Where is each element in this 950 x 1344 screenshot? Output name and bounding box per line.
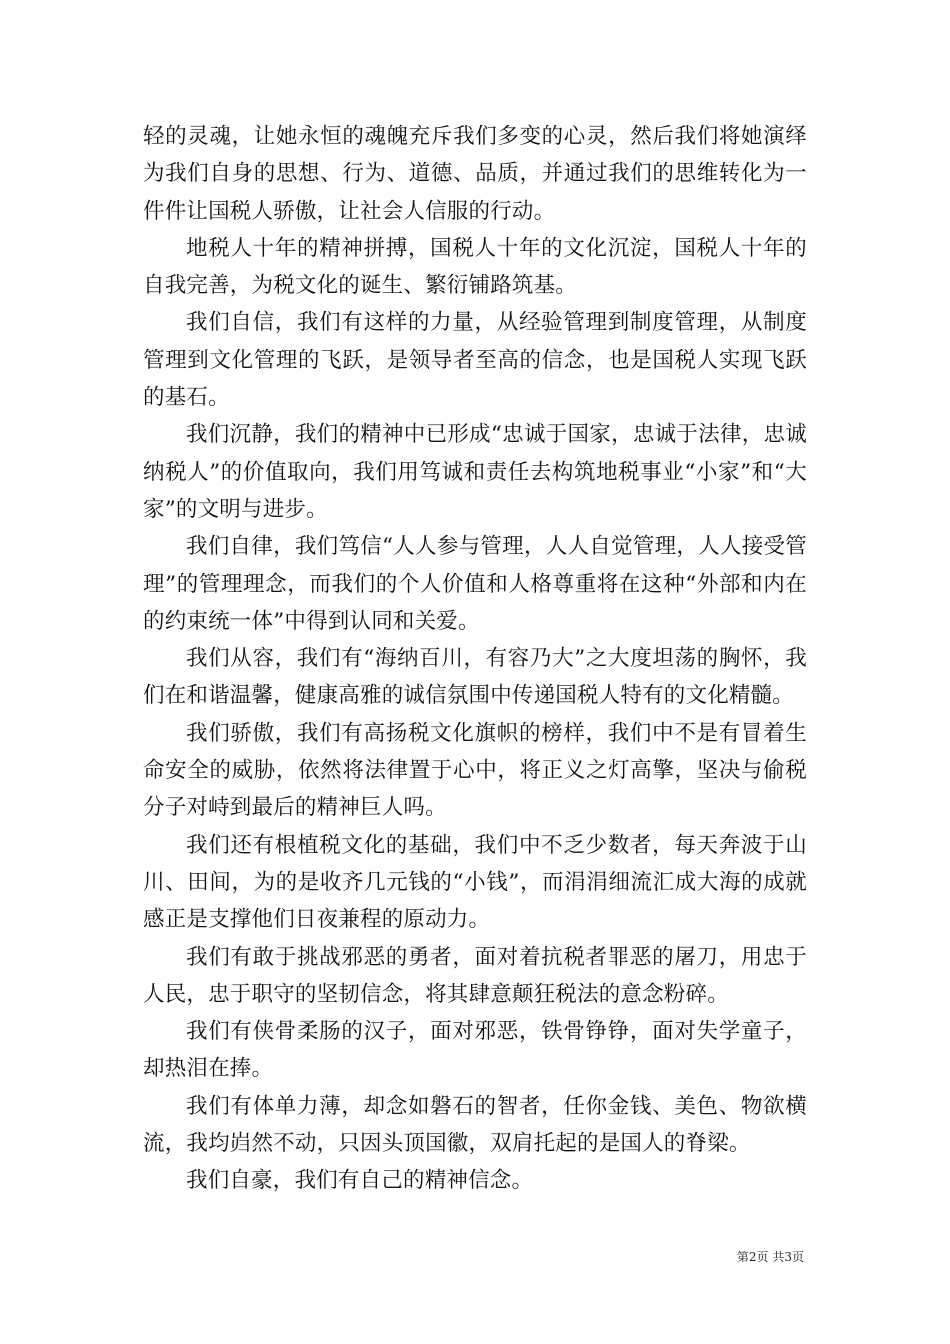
document-body [143, 118, 807, 1200]
paragraph-6: 我们从容，我们有“海纳百川，有容乃大”之大度坦荡的胸怀，我们在和谐温馨，健康高雅的诚信氛围中传递国税人特有的文化精髓。 [143, 646, 807, 709]
paragraph-8: 我们还有根植税文化的基础，我们中不乏少数者，每天奔波于山川、田间，为的是收齐几元钱的“小钱”，而涓涓细流汇成大海的成就感正是支撑他们日夜兼程的原动力。 [143, 832, 807, 933]
page-number-footer: 第2页 共3页 [736, 1250, 804, 1264]
paragraph-1: 轻的灵魂，让她永恒的魂魄充斥我们多变的心灵，然后我们将她演绎为我们自身的思想、行为、道德、品质，并通过我们的思维转化为一件件让国税人骄傲，让社会人信服的行动。 [143, 124, 807, 224]
paragraph-11: 我们有体单力薄，却念如磐石的智者，任你金钱、美色、物欲横流，我均岿然不动，只因头顶国徽，双肩托起的是国人的脊梁。 [143, 1093, 807, 1157]
paragraph-12: 我们自豪，我们有自己的精神信念。 [186, 1168, 534, 1194]
paragraph-10: 我们有侠骨柔肠的汉子，面对邪恶，铁骨铮铮，面对失学童子，却热泪在捧。 [143, 1019, 807, 1082]
paragraph-5: 我们自律，我们笃信“人人参与管理，人人自觉管理，人人接受管理”的管理理念，而我们的个人价值和人格尊重将在这种“外部和内在的约束统一体”中得到认同和关爱。 [143, 534, 807, 634]
paragraph-7: 我们骄傲，我们有高扬税文化旗帜的榜样，我们中不是有冒着生命安全的威胁，依然将法律置于心中，将正义之灯高擎，坚决与偷税分子对峙到最后的精神巨人吗。 [143, 720, 807, 821]
paragraph-3: 我们自信，我们有这样的力量，从经验管理到制度管理，从制度管理到文化管理的飞跃，是领导者至高的信念，也是国税人实现飞跃的基石。 [143, 310, 807, 411]
paragraph-9: 我们有敢于挑战邪恶的勇者，面对着抗税者罪恶的屠刀，用忠于人民，忠于职守的坚韧信念，将其肆意颠狂税法的意念粉碎。 [143, 944, 807, 1007]
paragraph-4: 我们沉静，我们的精神中已形成“忠诚于国家，忠诚于法律，忠诚纳税人”的价值取向，我们用笃诚和责任去构筑地税事业“小家”和“大家”的文明与进步。 [143, 422, 807, 522]
paragraph-2: 地税人十年的精神拼搏，国税人十年的文化沉淀，国税人十年的自我完善，为税文化的诞生、繁衍铺路筑基。 [143, 235, 807, 299]
